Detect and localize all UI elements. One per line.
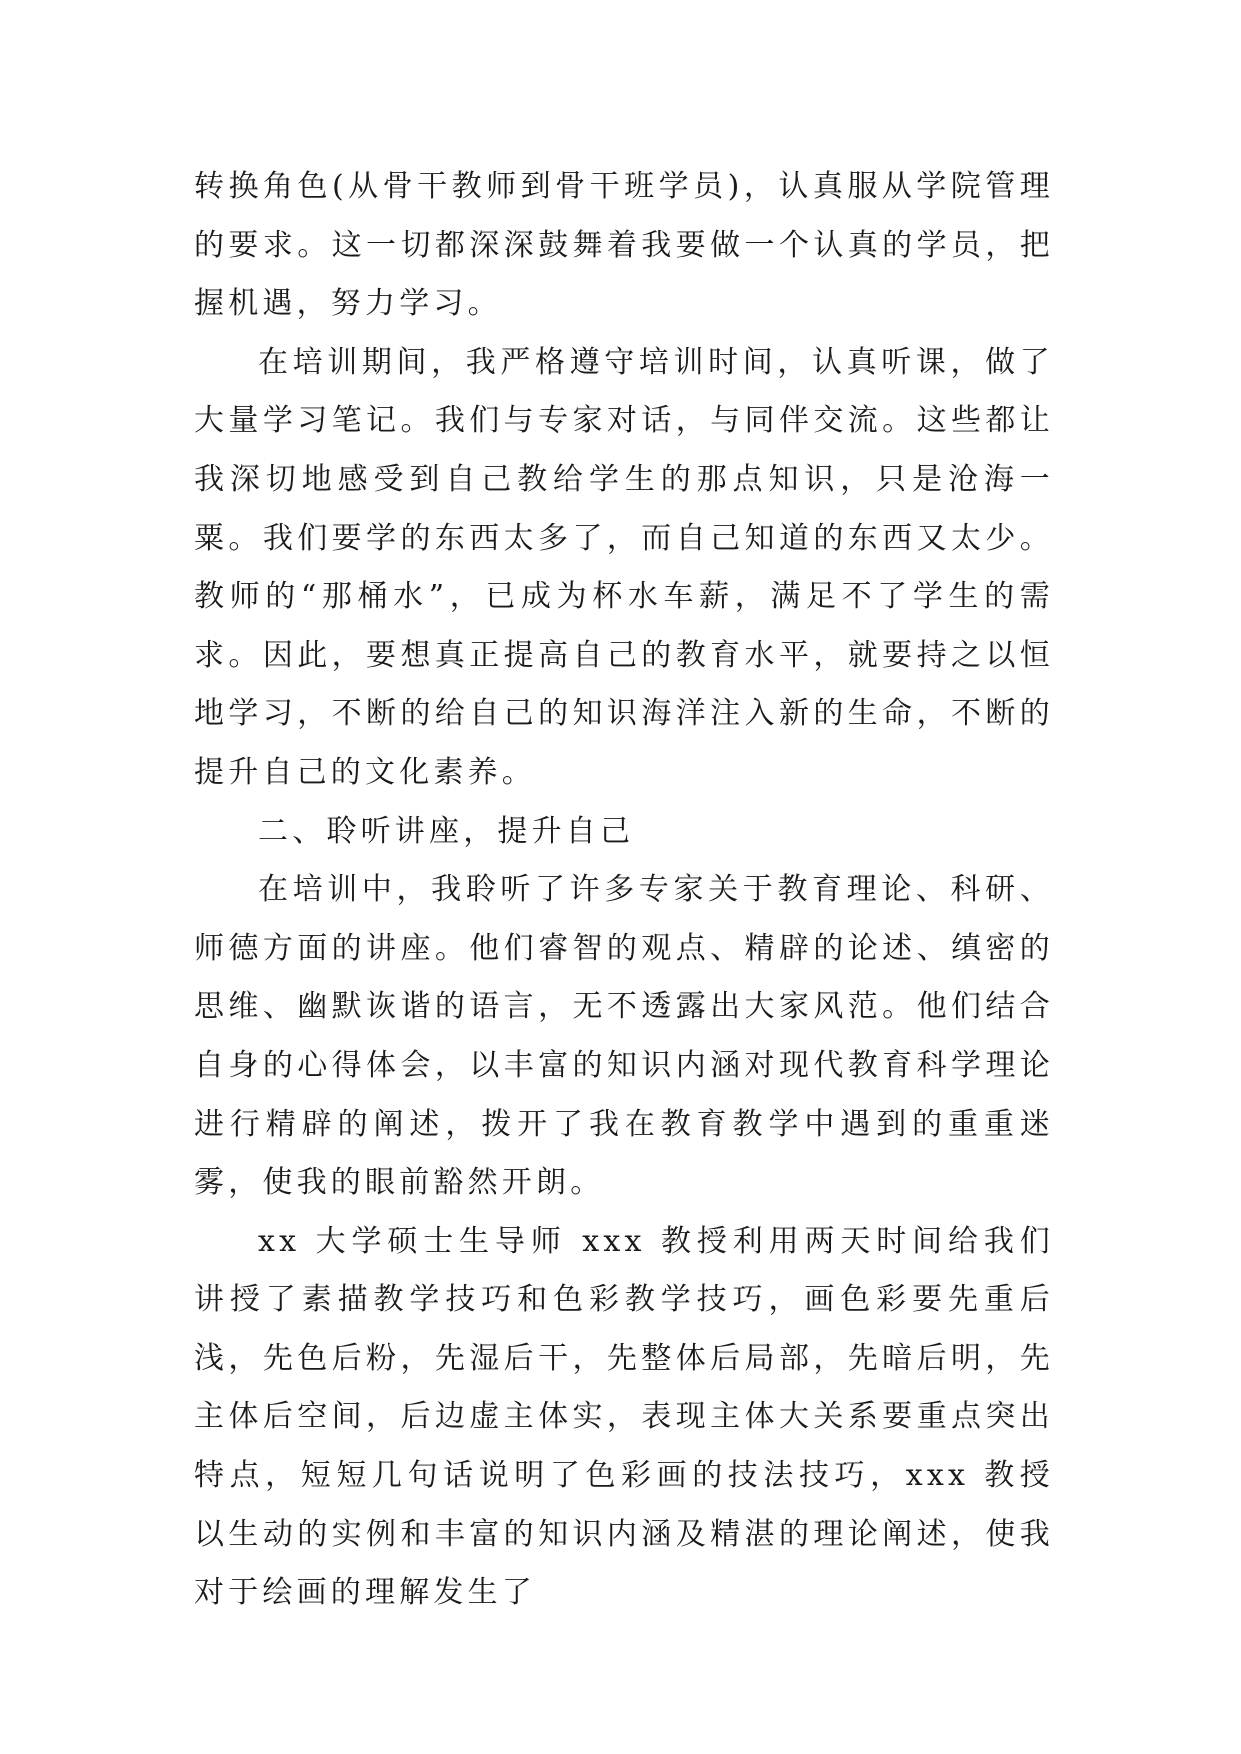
paragraph-expert-lectures: 在培训中，我聆听了许多专家关于教育理论、科研、师德方面的讲座。他们睿智的观点、精辟的论述、缜密的思维、幽默诙谐的语言，无不透露出大家风范。他们结合自身的心得体会，以丰富的知识内涵对现代教育科学理论进行精辟的阐述，拨开了我在教育教学中遇到的重重迷雾，使我的眼前豁然开朗。 bbox=[194, 872, 1054, 1201]
paragraph-professor-lecture: xx 大学硕士生导师 xxx 教授利用两天时间给我们讲授了素描教学技巧和色彩教学技巧，画色彩要先重后浅，先色后粉，先湿后干，先整体后局部，先暗后明，先主体后空间，后边虚主体实，表现主体大关系要重点突出特点，短短几句话说明了色彩画的技法技巧，xxx 教授以生动的实例和丰富的知识内涵及精湛的理论阐述，使我对于绘画的理解发生了 bbox=[194, 1223, 1054, 1611]
section-heading-lectures: 二、聆听讲座，提升自己 bbox=[258, 813, 635, 849]
document-body bbox=[194, 158, 1054, 1623]
paragraph-training-period: 在培训期间，我严格遵守培训时间，认真听课，做了大量学习笔记。我们与专家对话，与同伴交流。这些都让我深切地感受到自己教给学生的那点知识，只是沧海一粟。我们要学的东西太多了，而自己知道的东西又太少。教师的“那桶水”，已成为杯水车薪，满足不了学生的需求。因此，要想真正提高自己的教育水平，就要持之以恒地学习，不断的给自己的知识海洋注入新的生命，不断的提升自己的文化素养。 bbox=[194, 344, 1054, 790]
paragraph-role-change: 转换角色(从骨干教师到骨干班学员)，认真服从学院管理的要求。这一切都深深鼓舞着我要做一个认真的学员，把握机遇，努力学习。 bbox=[194, 169, 1054, 322]
